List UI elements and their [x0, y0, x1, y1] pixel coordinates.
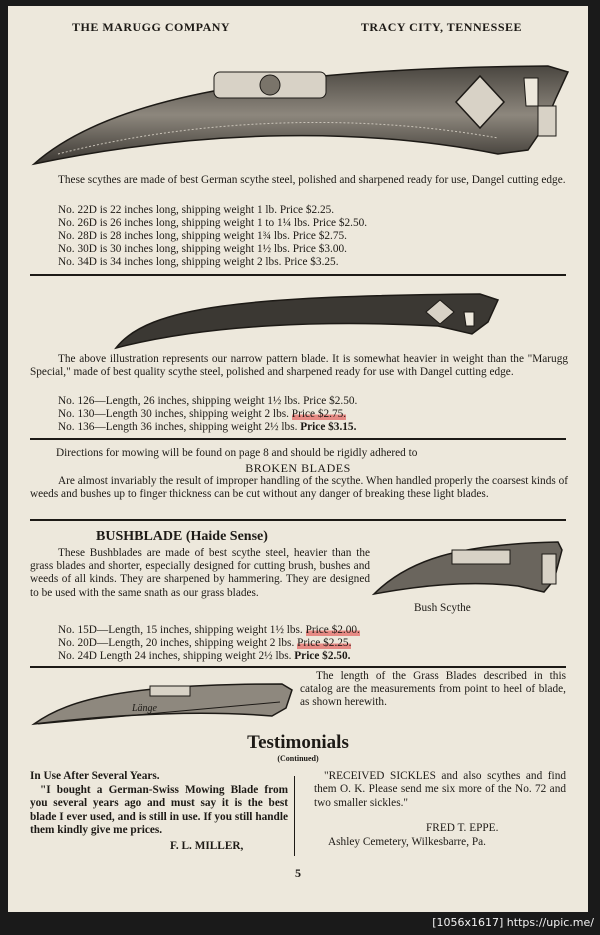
- broken-blades-body: Are almost invariably the result of improper handling of the scythe. When handled properly the coarsest kinds of weeds and bushes up to finger thickness can be cut without any danger of breaking these light blades.: [30, 475, 568, 501]
- company-name: THE MARUGG COMPANY: [72, 20, 231, 34]
- divider: [30, 666, 566, 668]
- divider: [30, 438, 566, 440]
- broken-blades-heading: BROKEN BLADES: [245, 461, 351, 475]
- section1-item: No. 34D is 34 inches long, shipping weight 2 lbs. Price $3.25.: [58, 256, 339, 268]
- bushblade-item: No. 15D—Length, 15 inches, shipping weight 1½ lbs. Price $2.00.: [58, 624, 360, 636]
- length-blade-illustration: [30, 674, 300, 730]
- section1-item: No. 26D is 26 inches long, shipping weight 1 to 1¼ lbs. Price $2.50.: [58, 217, 368, 229]
- page-number: 5: [295, 866, 301, 880]
- section2-item: No. 126—Length, 26 inches, shipping weight 1½ lbs. Price $2.50.: [58, 395, 358, 407]
- testimonial-left-signature: F. L. MILLER,: [170, 840, 244, 852]
- price-highlight: Price $2.25.: [297, 637, 352, 649]
- section2-intro: The above illustration represents our narrow pattern blade. It is somewhat heavier in weight than the "Marugg Special," made of best quality scythe steel, polished and sharpened ready for use with Dangel cutting edge.: [30, 353, 568, 379]
- testimonial-left-heading: In Use After Several Years.: [30, 770, 160, 782]
- company-location: TRACY CITY, TENNESSEE: [360, 20, 522, 34]
- section1-item: No. 30D is 30 inches long, shipping weight 1½ lbs. Price $3.00.: [58, 243, 347, 255]
- price-highlight: Price $2.75.: [291, 408, 347, 420]
- bushblade-item: No. 20D—Length, 20 inches, shipping weight 2 lbs. Price $2.25.: [58, 637, 352, 649]
- section1-item: No. 28D is 28 inches long, shipping weight 1¾ lbs. Price $2.75.: [58, 230, 347, 242]
- directions-note: Directions for mowing will be found on page 8 and should be rigidly adhered to: [56, 447, 418, 459]
- section1-item: No. 22D is 22 inches long, shipping weight 1 lb. Price $2.25.: [58, 204, 335, 216]
- bushblade-body: These Bushblades are made of best scythe steel, heavier than the grass blades and shorter, especially designed for cutting brush, bushes and weeds of all kinds. They are sharpened by hammering. They are designed to be used with the same snath as our grass blades.: [30, 547, 370, 599]
- divider: [30, 519, 566, 521]
- section2-item: No. 136—Length 36 inches, shipping weight 2½ lbs. Price $3.15.: [58, 421, 357, 433]
- length-blade-label: Länge: [132, 703, 157, 714]
- bushblade-title: BUSHBLADE (Haide Sense): [96, 529, 268, 544]
- divider: [30, 274, 566, 276]
- bush-scythe-illustration: [368, 534, 568, 600]
- scythe-blade-illustration: [28, 58, 576, 170]
- catalog-page: [8, 6, 588, 912]
- narrow-blade-illustration: [108, 286, 508, 352]
- section2-item: No. 130—Length 30 inches, shipping weight 2 lbs. Price $2.75.: [58, 408, 347, 420]
- bush-scythe-caption: Bush Scythe: [414, 602, 471, 614]
- watermark-text: [1056x1617] https://upic.me/: [432, 916, 594, 929]
- testimonial-right-body: "RECEIVED SICKLES and also scythes and find them O. K. Please send me six more of the No. 72 and two smaller sickles.": [314, 770, 566, 809]
- testimonial-right-signature: FRED T. EPPE.: [426, 822, 499, 834]
- length-note: The length of the Grass Blades described in this catalog are the measurements from point to heel of blade, as shown herewith.: [300, 670, 566, 709]
- section1-intro: These scythes are made of best German scythe steel, polished and sharpened ready for use, Dangel cutting edge.: [58, 174, 566, 186]
- testimonials-subtitle: (Continued): [277, 754, 319, 763]
- testimonial-right-location: Ashley Cemetery, Wilkesbarre, Pa.: [328, 836, 486, 848]
- column-divider: [294, 776, 295, 856]
- price-highlight: Price $2.00.: [305, 624, 360, 636]
- testimonial-left-body: "I bought a German-Swiss Mowing Blade from you several years ago and must say it is the best blade I ever used, and is still in use. If you still handle them kindly give me prices.: [30, 784, 288, 837]
- testimonials-title: Testimonials: [247, 732, 349, 753]
- bushblade-item: No. 24D Length 24 inches, shipping weight 2½ lbs. Price $2.50.: [58, 650, 351, 662]
